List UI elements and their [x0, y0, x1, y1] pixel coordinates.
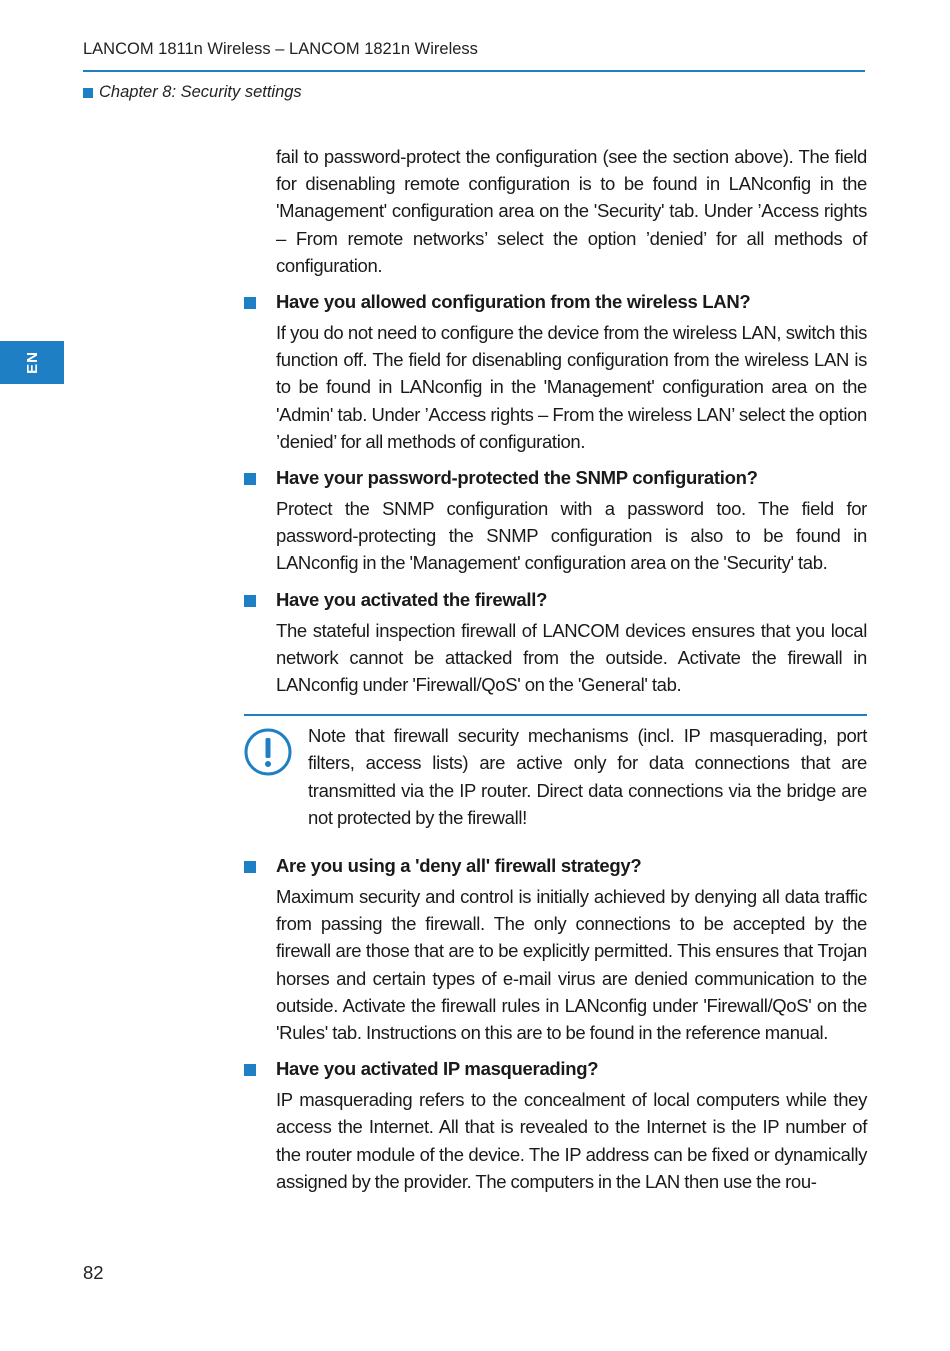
square-bullet-icon	[244, 595, 256, 607]
square-bullet-icon	[244, 1064, 256, 1076]
item-text: Protect the SNMP configuration with a password too. The field for password-protecting the SNMP configuration is also to be found in LANconfig in the 'Management' configuration area on the 'Security' tab.	[276, 498, 867, 574]
language-tab-label: EN	[23, 351, 41, 374]
item-heading: Have your password-protected the SNMP configuration?	[276, 467, 758, 489]
main-content	[276, 143, 867, 1195]
header-rule	[83, 70, 865, 72]
intro-paragraph: fail to password-protect the configuration (see the section above). The field for disenabling remote configuration is to be found in LANconfig in the 'Management' configuration area on the 'Security' tab. Under ’Access rights – From remote networks’ select the option ’denied’ for all methods of configuration.	[276, 146, 867, 276]
chapter-bullet-icon	[83, 88, 93, 98]
item-text: Maximum security and control is initially achieved by denying all data traffic from passing the firewall. The only connections to be accepted by the firewall are those that are to be explicitly permitted. This ensures that Trojan horses and certain types of e-mail virus are denied communication to the outside. Activate the firewall rules in LANconfig under 'Firewall/QoS' on the 'Rules' tab. Instructions on this are to be found in the reference manual.	[276, 886, 867, 1044]
language-tab	[0, 341, 64, 384]
square-bullet-icon	[244, 473, 256, 485]
running-header-title: LANCOM 1811n Wireless – LANCOM 1821n Wireless	[83, 40, 478, 58]
chapter-text: Chapter 8: Security settings	[99, 83, 302, 101]
note-text: Note that firewall security mechanisms (incl. IP masquerading, port filters, access lists) are active only for data connections that are transmitted via the IP router. Direct data connections via the bridge are not protected by the firewall!	[308, 725, 867, 828]
checklist-item	[276, 853, 867, 1046]
page-number: 82	[83, 1262, 104, 1283]
item-text: IP masquerading refers to the concealment of local computers while they access the Internet. All that is revealed to the Internet is the IP number of the router module of the device. The IP address can be fixed or dynamically assigned by the provider. The computers in the LAN then use the rou-	[276, 1089, 867, 1192]
item-text: If you do not need to configure the device from the wireless LAN, switch this function off. The field for disenabling configuration from the wireless LAN is to be found in LANconfig in the 'Management' configuration area on the 'Admin' tab. Under ’Access rights – From the wireless LAN’ select the option ’denied’ for all methods of configuration.	[276, 322, 867, 452]
item-heading: Have you activated the firewall?	[276, 588, 548, 610]
checklist-item	[276, 587, 867, 699]
item-heading: Have you activated IP masquerading?	[276, 1058, 599, 1080]
checklist-item	[276, 465, 867, 577]
item-heading: Are you using a 'deny all' firewall strategy?	[276, 855, 642, 877]
square-bullet-icon	[244, 297, 256, 309]
checklist-item	[276, 1056, 867, 1195]
square-bullet-icon	[244, 861, 256, 873]
item-text: The stateful inspection firewall of LANCOM devices ensures that you local network cannot be attacked from the outside. Activate the firewall in LANconfig under 'Firewall/QoS' on the 'General' tab.	[276, 619, 867, 696]
chapter-label	[83, 83, 302, 102]
note-box	[244, 714, 867, 831]
item-heading: Have you allowed configuration from the wireless LAN?	[276, 291, 751, 313]
exclamation-circle-icon	[244, 728, 292, 776]
checklist-item	[276, 289, 867, 455]
